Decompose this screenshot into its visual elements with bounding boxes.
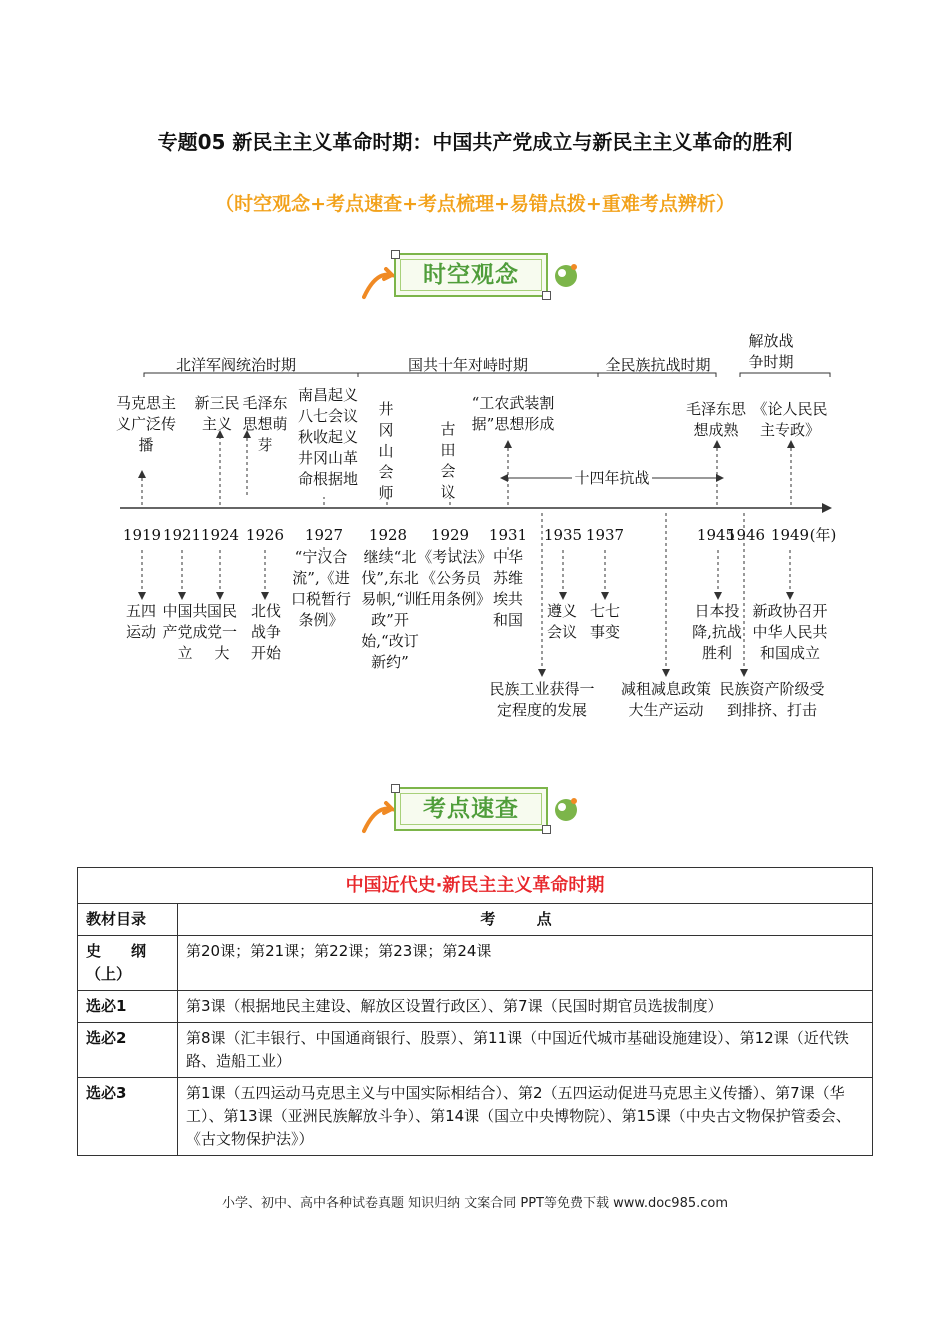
event-below: 中华苏维埃共和国 xyxy=(492,548,523,629)
event-below: 继续“北伐”,东北易帜,“训政”开始,“改订新约” xyxy=(361,548,419,671)
table-caption: 中国近代史·新民主主义革命时期 xyxy=(78,868,873,904)
event-bottom: 减租减息政策大生产运动 xyxy=(620,680,711,719)
year-label: 1927 xyxy=(304,526,344,544)
row-head: 史 纲（上） xyxy=(78,936,178,991)
page-footer: 小学、初中、高中各种试卷真题 知识归纳 文案合同 PPT等免费下载 www.doc985.com xyxy=(221,1196,729,1211)
event-above: 毛泽东思想萌芽 xyxy=(242,394,288,454)
event-below: 国民党一大 xyxy=(206,602,237,662)
event-below: “宁汉合流”,《进口税暂行条例》 xyxy=(290,548,351,629)
kaodian-table xyxy=(77,867,873,1156)
section-banner-timeline xyxy=(362,247,582,311)
table-row xyxy=(78,1078,873,1156)
event-above: 马克思主义广泛传播 xyxy=(116,394,177,454)
event-above: 毛泽东思想成熟 xyxy=(685,400,746,439)
war-label: 十四年抗战 xyxy=(572,468,652,489)
axis-unit: (年) xyxy=(809,526,837,544)
period-label: 北洋军阀统治时期 xyxy=(175,356,296,374)
period-label: 国共十年对峙时期 xyxy=(407,356,528,374)
year-label: 1937 xyxy=(585,526,625,544)
globe-icon xyxy=(552,261,582,291)
event-below: 日本投降,抗战胜利 xyxy=(692,602,742,662)
row-body: 第1课（五四运动马克思主义与中国实际相结合）、第2（五四运动促进马克思主义传播）、第7课（华工）、第13课（亚洲民族解放斗争）、第14课（国立中央博物院）、第15课（中央古文物保护管委会、《古文物保护法》） xyxy=(178,1078,873,1156)
table-row xyxy=(78,1023,873,1078)
row-head: 选必3 xyxy=(78,1078,178,1156)
page-subtitle: （时空观念+考点速查+考点梳理+易错点拨+重难考点辨析） xyxy=(215,193,735,215)
banner-label-table: 考点速查 xyxy=(423,796,519,822)
year-label: 1919 xyxy=(122,526,162,544)
event-above: “工农武装割据”思想形成 xyxy=(471,394,555,433)
year-label: 1935 xyxy=(543,526,583,544)
year-label: 1924 xyxy=(200,526,240,544)
row-head: 选必1 xyxy=(78,991,178,1023)
event-below: 遵义会议 xyxy=(546,602,577,641)
table-row xyxy=(78,936,873,991)
event-below: 《考试法》《公务员任用条例》 xyxy=(416,548,492,608)
event-below: 北伐战争开始 xyxy=(250,602,281,662)
event-above: 南昌起义八七会议秋收起义井冈山革命根据地 xyxy=(297,386,358,488)
year-label: 1928 xyxy=(368,526,408,544)
event-bottom: 民族工业获得一定程度的发展 xyxy=(489,680,595,719)
timeline-figure xyxy=(110,325,840,725)
table-header-kaodian: 考 点 xyxy=(178,904,873,936)
arrow-swoosh-icon xyxy=(362,801,396,841)
table-header-catalog: 教材目录 xyxy=(78,904,178,936)
section-banner-table xyxy=(362,781,582,845)
row-body: 第20课；第21课；第22课；第23课；第24课 xyxy=(178,936,873,991)
event-above: 古田会议 xyxy=(440,420,456,501)
event-below: 新政协召开中华人民共和国成立 xyxy=(752,602,828,662)
event-below: 七七事变 xyxy=(589,602,620,641)
year-label: 1926 xyxy=(245,526,285,544)
banner-label-timeline: 时空观念 xyxy=(423,262,519,288)
year-label: 1921 xyxy=(162,526,202,544)
event-above: 井冈山会师 xyxy=(378,400,394,502)
arrow-swoosh-icon xyxy=(362,267,396,307)
year-label: 1945 xyxy=(696,526,736,544)
event-below: 五四运动 xyxy=(125,602,156,641)
period-label: 解放战争时期 xyxy=(748,332,794,371)
period-label: 全民族抗战时期 xyxy=(605,356,711,374)
table-row xyxy=(78,991,873,1023)
row-body: 第8课（汇丰银行、中国通商银行、股票）、第11课（中国近代城市基础设施建设）、第12课（近代铁路、造船工业） xyxy=(178,1023,873,1078)
year-label: 1946 xyxy=(726,526,766,544)
page-title: 专题05 新民主主义革命时期：中国共产党成立与新民主主义革命的胜利 xyxy=(157,130,793,154)
year-label: 1929 xyxy=(430,526,470,544)
event-below: 中国共产党成立 xyxy=(162,602,208,662)
event-bottom: 民族资产阶级受到排挤、打击 xyxy=(719,680,825,719)
row-body: 第3课（根据地民主建设、解放区设置行政区）、第7课（民国时期官员选拔制度） xyxy=(178,991,873,1023)
event-above: 《论人民民主专政》 xyxy=(752,400,828,439)
year-label: 1931 xyxy=(488,526,528,544)
globe-icon xyxy=(552,795,582,825)
year-label: 1949 xyxy=(770,526,810,544)
row-head: 选必2 xyxy=(78,1023,178,1078)
event-above: 新三民主义 xyxy=(194,394,240,433)
